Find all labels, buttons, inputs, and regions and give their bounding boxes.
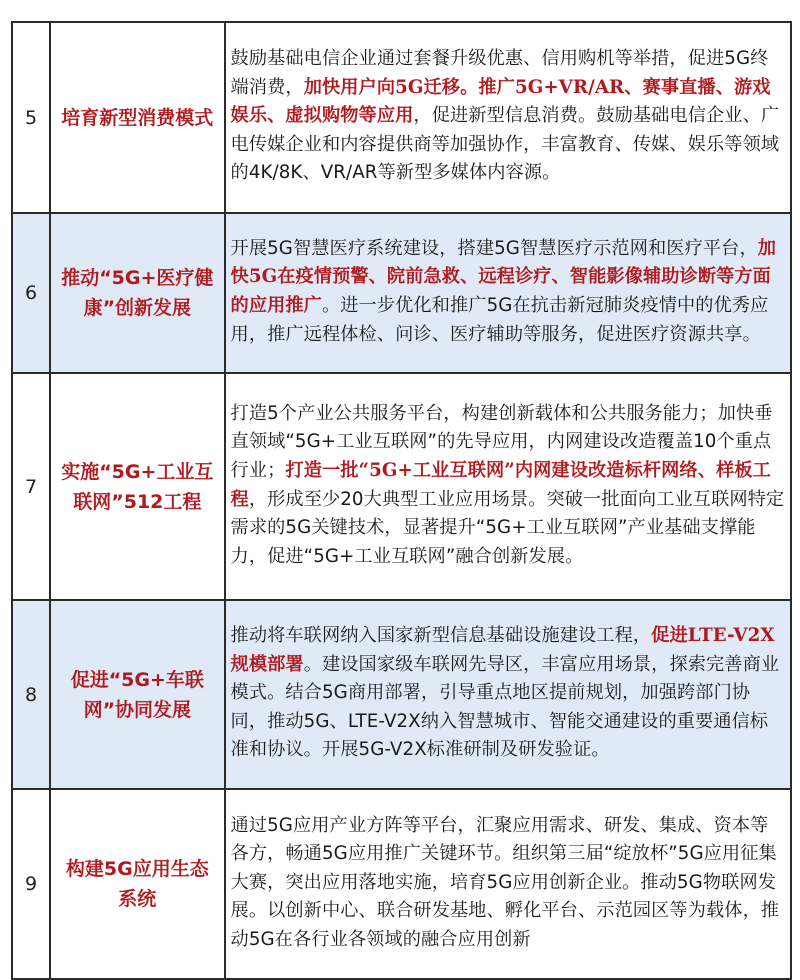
table-row xyxy=(12,22,791,213)
table-row xyxy=(12,789,791,979)
measure-description xyxy=(225,22,791,213)
description-text: 开展5G智慧医疗系统建设，搭建5G智慧医疗示范网和医疗平台， xyxy=(230,237,758,259)
description-text: 通过5G应用产业方阵等平台，汇聚应用需求、研发、集成、资本等各方，畅通5G应用推广关键环节。组织第三届“绽放杯”5G应用征集大赛，突出应用落地实施，培育5G应用创新企业。推动5G物联网发展。以创新中心、联合研发基地、孵化平台、示范园区等为载体，推动5G在各行业各领域的融合应用创新 xyxy=(230,814,780,950)
measure-description xyxy=(225,213,791,373)
row-number: 5 xyxy=(12,22,50,213)
row-number: 6 xyxy=(12,213,50,373)
table-row xyxy=(12,373,791,600)
highlighted-text: 加快5G在疫情预警、院前急救、远程诊疗、智能影像辅助诊断等方面的应用推广 xyxy=(230,237,777,316)
measure-title: 培育新型消费模式 xyxy=(50,22,224,213)
description-text: 。进一步优化和推广5G在抗击新冠肺炎疫情中的优秀应用，推广远程体检、问诊、医疗辅助等服务，促进医疗资源共享。 xyxy=(230,295,769,345)
measure-title: 实施“5G+工业互联网”512工程 xyxy=(50,373,224,600)
description-text: ，促进新型信息消费。鼓励基础电信企业、广电传媒企业和内容提供商等加强协作，丰富教育、传媒、娱乐等领域的4K/8K、VR/AR等新型多媒体内容源。 xyxy=(230,105,780,184)
table-row xyxy=(12,600,791,789)
row-number: 7 xyxy=(12,373,50,600)
description-text: 推动将车联网纳入国家新型信息基础设施建设工程， xyxy=(230,625,652,647)
row-number: 8 xyxy=(12,600,50,789)
measure-description xyxy=(225,373,791,600)
measure-title: 构建5G应用生态系统 xyxy=(50,789,224,979)
highlighted-text: 打造一批“5G+工业互联网”内网建设改造标杆网络、样板工程 xyxy=(230,459,771,510)
highlighted-text: 加快用户向5G迁移。推广5G+VR/AR、赛事直播、游戏娱乐、虚拟购物等应用 xyxy=(230,76,771,127)
policy-measures-table xyxy=(11,21,792,980)
table-row xyxy=(12,213,791,373)
measure-description xyxy=(225,600,791,789)
row-number: 9 xyxy=(12,789,50,979)
description-text: 打造5个产业公共服务平台，构建创新载体和公共服务能力；加快垂直领域“5G+工业互联网”的先导应用，内网建设改造覆盖10个重点行业； xyxy=(230,402,773,481)
description-text: 。建设国家级车联网先导区，丰富应用场景，探索完善商业模式。结合5G商用部署，引导重点地区提前规划，加强跨部门协同，推动5G、LTE-V2X纳入智慧城市、智能交通建设的重要通信标准和协议。开展5G-V2X标准研制及研发验证。 xyxy=(230,653,780,761)
measure-title: 促进“5G+车联网”协同发展 xyxy=(50,600,224,789)
highlighted-text: 促进LTE-V2X规模部署 xyxy=(230,625,775,675)
description-text: ，形成至少20大典型工业应用场景。突破一批面向工业互联网特定需求的5G关键技术，显著提升“5G+工业互联网”产业基础支撑能力，促进“5G+工业互联网”融合创新发展。 xyxy=(230,488,785,567)
measure-description xyxy=(225,789,791,979)
measure-title: 推动“5G+医疗健康”创新发展 xyxy=(50,213,224,373)
description-text: 鼓励基础电信企业通过套餐升级优惠、信用购机等举措，促进5G终端消费， xyxy=(230,48,769,98)
